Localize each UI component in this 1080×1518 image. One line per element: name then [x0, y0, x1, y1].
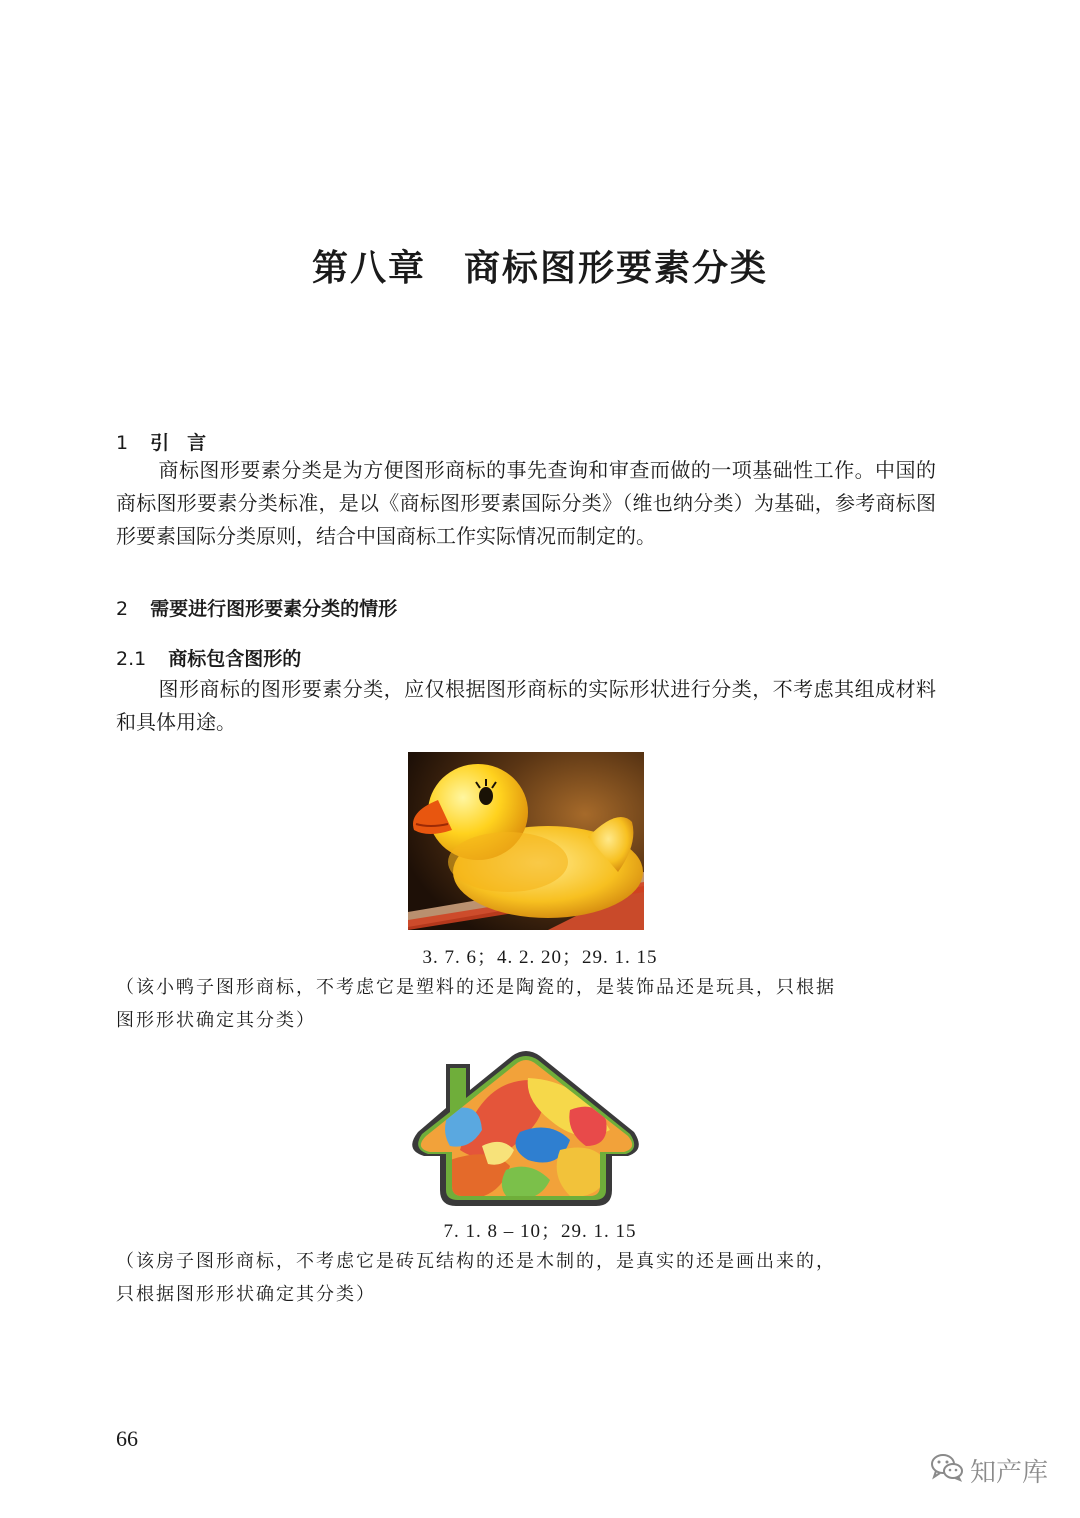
duck-caption: 3. 7. 6；4. 2. 20；29. 1. 15 — [422, 947, 658, 968]
note-line: 图形形状确定其分类） — [116, 1010, 316, 1031]
section-number: 2.1 — [116, 648, 147, 670]
duck-trademark-image — [408, 752, 644, 930]
section-1-heading — [116, 428, 224, 455]
watermark — [930, 1452, 1048, 1489]
section-title: 商标包含图形的 — [168, 648, 302, 670]
chapter-title: 第八章 商标图形要素分类 — [311, 248, 768, 289]
note-line: 只根据图形形状确定其分类） — [116, 1284, 376, 1305]
house-illustration — [410, 1050, 642, 1206]
watermark-text: 知产库 — [969, 1458, 1048, 1488]
paragraph-text: 图形商标的图形要素分类，应仅根据图形商标的实际形状进行分类，不考虑其组成材料和具体用途。 — [116, 677, 936, 734]
section-2-heading — [116, 594, 397, 621]
section-2-1-paragraph — [116, 673, 936, 739]
house-note — [116, 1245, 936, 1311]
house-trademark-image — [410, 1050, 642, 1206]
duck-illustration — [408, 752, 644, 930]
note-line: （该房子图形商标，不考虑它是砖瓦结构的还是木制的，是真实的还是画出来的， — [116, 1251, 836, 1272]
note-line: （该小鸭子图形商标，不考虑它是塑料的还是陶瓷的，是装饰品还是玩具，只根据 — [116, 977, 836, 998]
section-title: 需要进行图形要素分类的情形 — [150, 598, 398, 620]
duck-note — [116, 971, 936, 1037]
page-number: 66 — [116, 1426, 138, 1451]
wechat-icon — [930, 1452, 964, 1489]
house-caption: 7. 1. 8 – 10；29. 1. 15 — [443, 1221, 637, 1242]
section-number: 1 — [116, 432, 129, 454]
section-1-paragraph — [116, 454, 936, 553]
section-number: 2 — [116, 598, 129, 620]
section-2-1-heading — [116, 644, 301, 671]
paragraph-text: 商标图形要素分类是为方便图形商标的事先查询和审查而做的一项基础性工作。中国的商标图形要素分类标准，是以《商标图形要素国际分类》（维也纳分类）为基础，参考商标图形要素国际分类原则，结合中国商标工作实际情况而制定的。 — [116, 458, 936, 548]
section-title: 引言 — [150, 432, 225, 454]
